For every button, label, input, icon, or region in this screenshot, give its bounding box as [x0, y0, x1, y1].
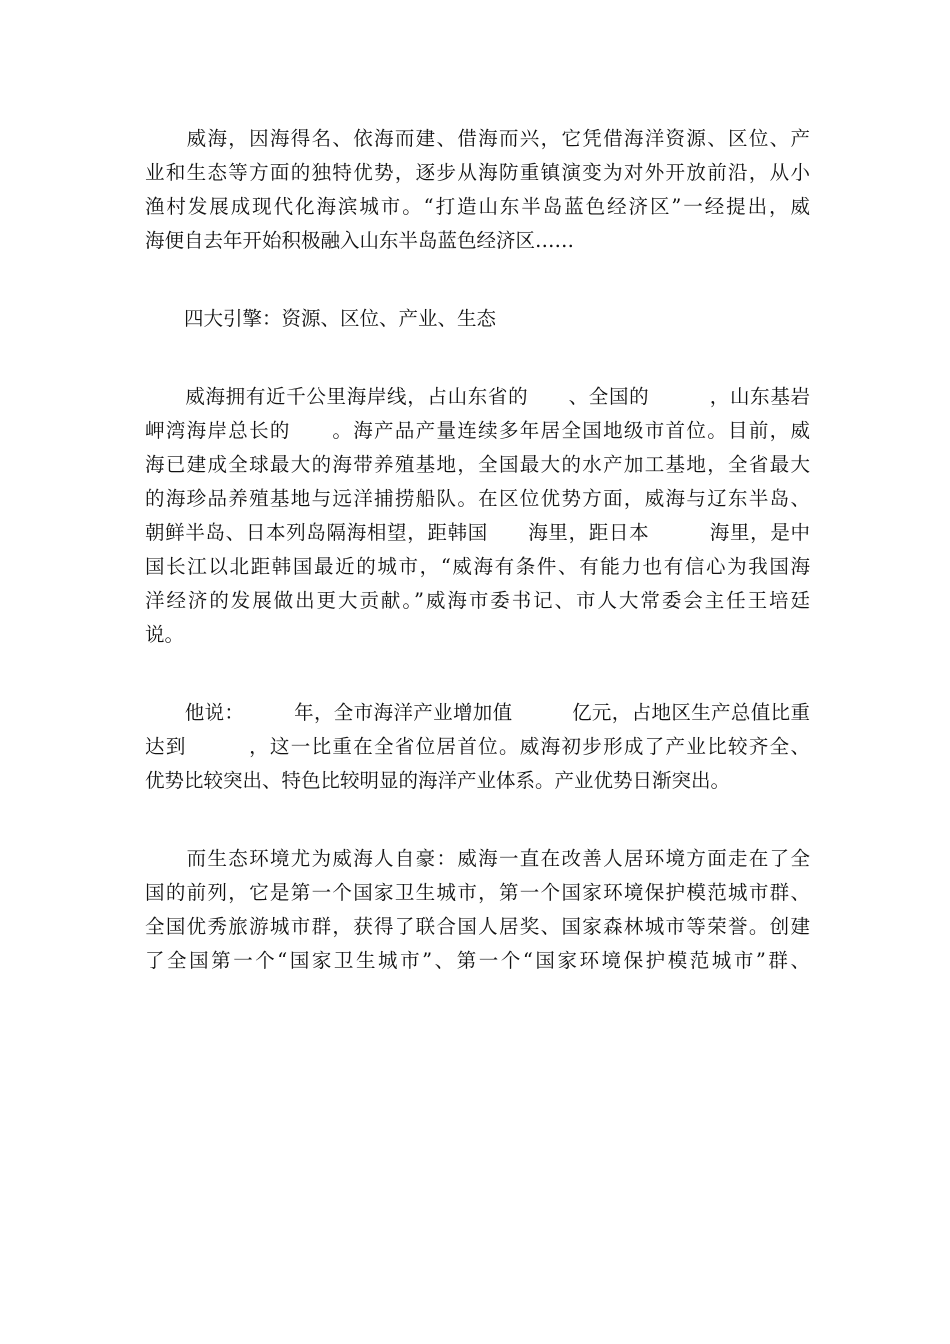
text-line: 海已建成全球最大的海带养殖基地，全国最大的水产加工基地，全省最大 — [145, 453, 810, 476]
document-body — [145, 122, 810, 978]
text-line: 威海，因海得名、依海而建、借海而兴，它凭借海洋资源、区位、产 — [145, 127, 810, 150]
text-line: 的海珍品养殖基地与远洋捕捞船队。在区位优势方面，威海与辽东半岛、 — [145, 487, 810, 510]
text-line: 说。 — [145, 623, 185, 646]
text-line: 渔村发展成现代化海滨城市。“打造山东半岛蓝色经济区”一经提出，威 — [145, 195, 810, 218]
paragraph-intro — [145, 122, 810, 258]
paragraph-ecology — [145, 842, 810, 978]
text-line: 海便自去年开始积极融入山东半岛蓝色经济区…… — [145, 229, 575, 252]
text-line: 国长江以北距韩国最近的城市，“威海有条件、有能力也有信心为我国海 — [145, 555, 810, 578]
paragraph-gap — [145, 798, 810, 842]
paragraph-resources — [145, 380, 810, 652]
text-line: 全国优秀旅游城市群，获得了联合国人居奖、国家森林城市等荣誉。创建 — [145, 915, 810, 938]
text-line: 岬湾海岸总长的 。海产品产量连续多年居全国地级市首位。目前，威 — [145, 419, 810, 442]
paragraph-gap — [145, 258, 810, 302]
text-line: 朝鲜半岛、日本列岛隔海相望，距韩国 海里，距日本 海里，是中 — [145, 521, 810, 544]
text-line: 业和生态等方面的独特优势，逐步从海防重镇演变为对外开放前沿，从小 — [145, 161, 810, 184]
text-line: 四大引擎：资源、区位、产业、生态 — [145, 307, 497, 330]
paragraph-industry — [145, 696, 810, 798]
section-heading — [145, 302, 810, 336]
text-line: 达到 ，这一比重在全省位居首位。威海初步形成了产业比较齐全、 — [145, 735, 810, 758]
text-line: 优势比较突出、特色比较明显的海洋产业体系。产业优势日渐突出。 — [145, 769, 731, 792]
paragraph-gap — [145, 336, 810, 380]
text-line: 而生态环境尤为威海人自豪：威海一直在改善人居环境方面走在了全 — [145, 847, 810, 870]
text-line: 威海拥有近千公里海岸线，占山东省的 、全国的 ，山东基岩 — [145, 385, 810, 408]
text-line: 他说： 年，全市海洋产业增加值 亿元，占地区生产总值比重 — [145, 701, 810, 724]
text-line: 了全国第一个“国家卫生城市”、第一个“国家环境保护模范城市”群、 — [145, 949, 810, 972]
paragraph-gap — [145, 652, 810, 696]
text-line: 国的前列，它是第一个国家卫生城市，第一个国家环境保护模范城市群、 — [145, 881, 810, 904]
text-line: 洋经济的发展做出更大贡献。”威海市委书记、市人大常委会主任王培廷 — [145, 589, 810, 612]
